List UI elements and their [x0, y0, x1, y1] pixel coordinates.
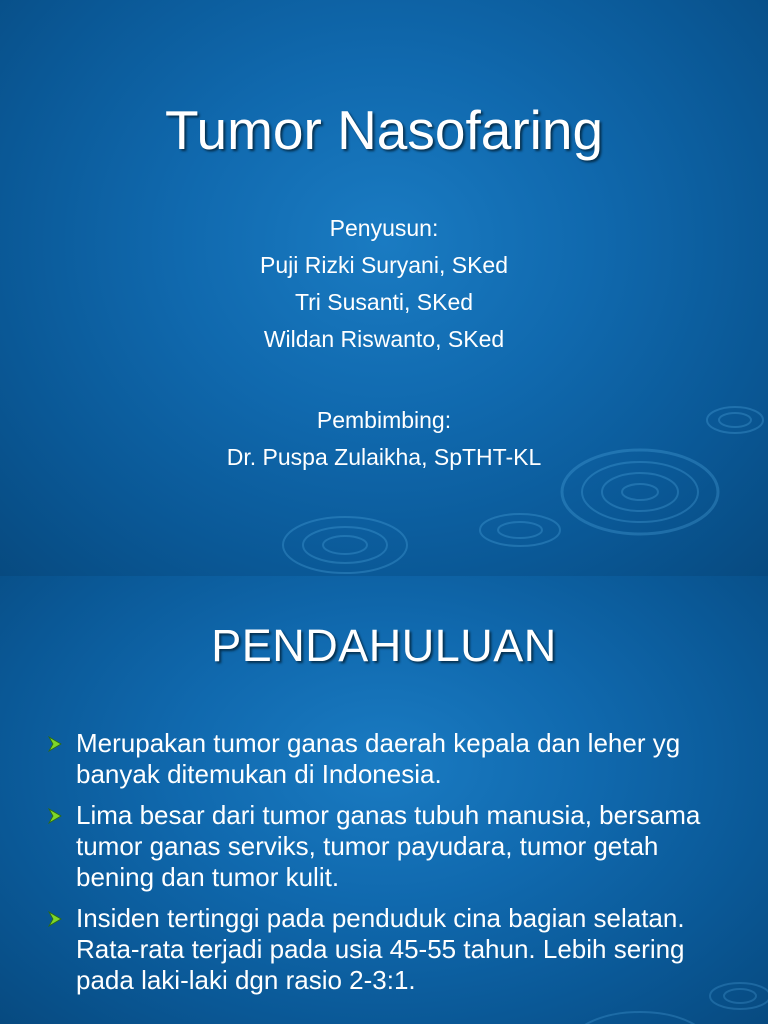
subtitle-label-penyusun: Penyusun:	[329, 215, 439, 241]
slide-pendahuluan	[0, 576, 768, 1024]
subtitle-supervisor: Dr. Puspa Zulaikha, SpTHT-KL	[226, 444, 542, 470]
subtitle-author-1: Puji Rizki Suryani, SKed	[260, 252, 508, 278]
bullet-item	[46, 903, 736, 996]
slide-heading: PENDAHULUAN	[211, 620, 557, 671]
bullet-item	[46, 800, 736, 893]
bullet-text: Insiden tertinggi pada penduduk cina bagian selatan. Rata-rata terjadi pada usia 45-55 tahun. Lebih sering pada laki-laki dgn rasio 2-3:1.	[76, 903, 685, 995]
arrowhead-bullet-icon	[46, 807, 64, 825]
slide-subtitle	[0, 210, 768, 476]
bullet-list	[46, 728, 736, 1006]
subtitle-spacer	[0, 358, 768, 402]
arrowhead-bullet-icon	[46, 735, 64, 753]
subtitle-author-3: Wildan Riswanto, SKed	[263, 326, 505, 352]
bullet-text: Lima besar dari tumor ganas tubuh manusia, bersama tumor ganas serviks, tumor payudara, tumor getah bening dan tumor kulit.	[76, 800, 701, 892]
arrowhead-bullet-icon	[46, 910, 64, 928]
bullet-text: Merupakan tumor ganas daerah kepala dan leher yg banyak ditemukan di Indonesia.	[76, 728, 681, 789]
subtitle-author-2: Tri Susanti, SKed	[294, 289, 474, 315]
slide-title-heading: Tumor Nasofaring	[164, 99, 604, 161]
subtitle-label-pembimbing: Pembimbing:	[316, 407, 452, 433]
bullet-item	[46, 728, 736, 790]
